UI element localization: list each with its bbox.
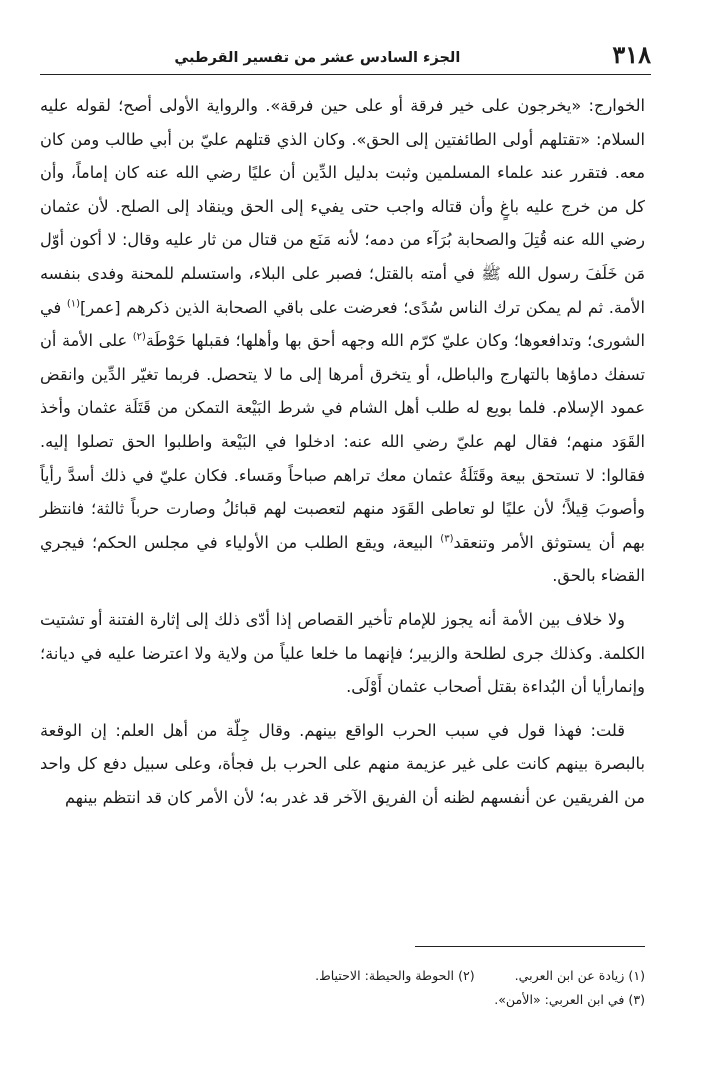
footnotes xyxy=(225,964,645,1012)
footnote-2-marker: (٢) xyxy=(458,968,475,983)
running-title: الجزء السادس عشر من تفسير القرطبي xyxy=(174,50,461,66)
footnote-3 xyxy=(494,988,645,1012)
paragraph-2 xyxy=(40,603,645,704)
paragraph-1 xyxy=(40,89,645,593)
footnote-marker-1: (١) xyxy=(66,298,81,310)
footnote-1 xyxy=(515,964,645,988)
footnote-2 xyxy=(315,964,475,988)
footnote-1-text: زيادة عن ابن العربي. xyxy=(514,968,625,983)
footnote-marker-3: (٣) xyxy=(440,533,454,545)
footnote-3-marker: (٣) xyxy=(628,992,645,1007)
paragraph-1-text-d: البيعة، ويقع الطلب من الأولياء في مجلس الحكم؛ فيجري القضاء بالحق. xyxy=(40,532,645,586)
paragraph-1-text-c: على الأمة أن تسفك دماؤها بالتهارج والباطل، أو يتخرق أمرها إلى ما لا يتحصل. فربما تغيّر الدِّين وانقض عمود الإسلام. فلما بويع له طلب أهل الشام في شرط البَيْعة التمكن من قَتَلَة عثمان وأخذ القَوَد منهم؛ فقال لهم عليّ رضي الله عنه: ادخلوا في البَيْعة واطلبوا الحق تصلوا إليه. فقالوا: لا تستحق بيعة وقَتَلَةُ عثمان معك تراهم صباحاً ومَساء. فكان عليّ في ذلك أسدَّ رأياً وأصوبَ قِيلاً؛ لأن عليًا لو تعاطى القَوَد منهم لتعصبت لهم قبائلُ وصارت حرباً ثالثة؛ فانتظر بهم أن يستوثق الأمر وتنعقد xyxy=(40,331,645,552)
paragraph-2-text: ولا خلاف بين الأمة أنه يجوز للإمام تأخير القصاص إذا أدّى ذلك إلى إثارة الفتنة أو تشتيت الكلمة. وكذلك جرى لطلحة والزبير؛ فإنهما ما خلعا علياً من ولاية ولا اعترضا عليه في ديانة؛ وإنمارأيا أن البُداءة بقتل أصحاب عثمان أَوْلَى. xyxy=(40,609,645,697)
footnote-separator xyxy=(415,946,645,947)
paragraph-1-text-b: في الشورى؛ وتدافعوها؛ وكان عليّ كرّم الله وجهه أحق بها وأهلها؛ فقبلها حَوْطَة xyxy=(40,297,645,351)
footnote-3-text: في ابن العربي: «الأمن». xyxy=(494,992,625,1007)
footnote-row-2 xyxy=(225,988,645,1012)
main-text xyxy=(40,89,645,814)
footnote-row-1 xyxy=(225,964,645,988)
page-header xyxy=(40,42,651,75)
paragraph-1-text-a: الخوارج: «يخرجون على خير فرقة أو على حين فرقة». والرواية الأولى أصح؛ لقوله عليه السلام: «تقتلهم أولى الطائفتين إلى الحق». وكان الذي قتلهم عليّ بن أبي طالب ومن كان معه. فتقرر عند علماء المسلمين وثبت بدليل الدِّين أن عليًا رضي الله عنه كان إماماً، وأن كل من خرج عليه باغٍ وأن قتاله واجب حتى يفيء إلى الحق وينقاد إلى الصلح. لأن عثمان رضي الله عنه قُتِلَ والصحابة بُرَآء من دمه؛ لأنه مَنَع من قتال من ثار عليه وقال: لا أكون أوّل مَن خَلَفَ رسول الله ﷺ في أمته بالقتل؛ فصبر على البلاء، واستسلم للمحنة وفدى بنفسه الأمة. ثم لم يمكن ترك الناس سُدًى؛ فعرضت على باقي الصحابة الذين ذكرهم [عمر] xyxy=(40,96,645,317)
footnote-2-text: الحوطة والحيطة: الاحتياط. xyxy=(315,968,455,983)
paragraph-3 xyxy=(40,714,645,815)
footnote-marker-2: (٢) xyxy=(132,331,146,343)
paragraph-3-text: قلت: فهذا قول في سبب الحرب الواقع بينهم. وقال جِلّة من أهل العلم: إن الوقعة بالبصرة بينهم كانت على غير عزيمة منهم على الحرب بل فجأة، وعلى سبيل دفع كل واحد من الفريقين عن أنفسهم لظنه أن الفريق الآخر قد غدر به؛ لأن الأمر كان قد انتظم بينهم xyxy=(40,720,645,807)
footnote-1-marker: (١) xyxy=(628,968,645,983)
page-number: ٣١٨ xyxy=(612,40,651,69)
